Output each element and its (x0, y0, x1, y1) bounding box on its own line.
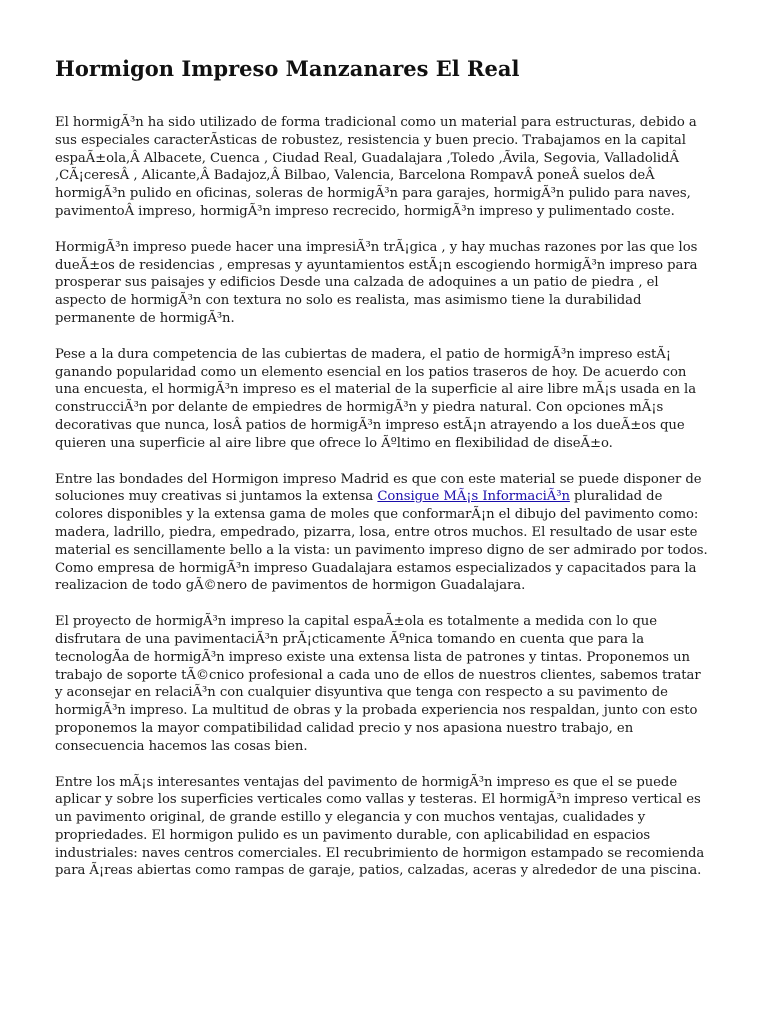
paragraph-3: Pese a la dura competencia de las cubiertas de madera, el patio de hormigÃ³n impreso estÃ¡ ganando popularidad como un elemento esencial en los patios traseros de hoy. De acuerdo con una encuesta, el hormigÃ³n impreso es el material de la superficie al aire libre mÃ¡s usada en la construcciÃ³n por delante de empiedres de hormigÃ³n y piedra natural. Con opciones mÃ¡s decorativas que nunca, losÂ patios de hormigÃ³n impreso estÃ¡n atrayendo a los dueÃ±os que quieren una superficie al aire libre que ofrece lo Ãºltimo en flexibilidad de diseÃ±o. (55, 346, 697, 451)
more-info-link[interactable]: Consigue MÃ¡s InformaciÃ³n (377, 489, 570, 505)
paragraph-6: Entre los mÃ¡s interesantes ventajas del pavimento de hormigÃ³n impreso es que el se puede aplicar y sobre los superficies verticales como vallas y testeras. El hormigÃ³n impreso vertical es un pavimento original, de grande estillo y elegancia y con muchos ventajas, cualidades y propriedades. El hormigon pulido es un pavimento durable, con aplicabilidad en espacios industriales: naves centros comerciales. El recubrimiento de hormigon estampado se recomienda para Ã¡reas abiertas como rampas de garaje, patios, calzadas, aceras y alrededor de una piscina. (55, 774, 705, 879)
paragraph-2: HormigÃ³n impreso puede hacer una impresiÃ³n trÃ¡gica , y hay muchas razones por las que los dueÃ±os de residencias , empresas y ayuntamientos estÃ¡n escogiendo hormigÃ³n impreso para prosperar sus paisajes y edificios Desde una calzada de adoquines a un patio de piedra , el aspecto de hormigÃ³n con textura no solo es realista, mas asimismo tiene la durabilidad permanente de hormigÃ³n. (55, 239, 698, 326)
paragraph-4-text-before: Entre las bondades del Hormigon impreso Madrid es que con este material se puede disponer de soluciones muy creativas si juntamos la extensa (55, 471, 702, 505)
document-title: Hormigon Impreso Manzanares El Real (55, 56, 520, 81)
paragraph-4 (55, 471, 712, 596)
paragraph-4-text-after: pluralidad de colores disponibles y la extensa gama de moles que conformarÃ¡n el dibujo del pavimento como: madera, ladrillo, piedra, empedrado, pizarra, losa, entre otros muchos. El resultado de usar este material es sencillamente bello a la vista: un pavimento impreso digno de ser admirado por todos. Como empresa de hormigÃ³n impreso Guadalajara estamos especializados y capacitados para la realizacion de todo gÃ©nero de pavimentos de hormigon Guadalajara. (55, 489, 708, 594)
paragraph-5: El proyecto de hormigÃ³n impreso la capital espaÃ±ola es totalmente a medida con lo que disfrutara de una pavimentaciÃ³n prÃ¡cticamente Ãºnica tomando en cuenta que para la tecnologÃa de hormigÃ³n impreso existe una extensa lista de patrones y tintas. Proponemos un trabajo de soporte tÃ©cnico profesional a cada uno de ellos de nuestros clientes, sabemos tratar y aconsejar en relaciÃ³n con cualquier disyuntiva que tenga con respecto a su pavimento de hormigÃ³n impreso. La multitud de obras y la probada experiencia nos respaldan, junto con esto proponemos la mayor compatibilidad calidad precio y nos apasiona nuestro trabajo, en consecuencia hacemos las cosas bien. (55, 614, 701, 754)
paragraph-1: El hormigÃ³n ha sido utilizado de forma tradicional como un material para estructuras, debido a sus especiales caracterÃsticas de robustez, resistencia y buen precio. Trabajamos en la capital espaÃ±ola,Â Albacete, Cuenca , Ciudad Real, Guadalajara ,Toledo ,Ãvila, Segovia, ValladolidÂ ,CÃ¡ceresÂ , Alicante,Â Badajoz,Â Bilbao, Valencia, Barcelona RompavÂ poneÂ suelos deÂ hormigÃ³n pulido en oficinas, soleras de hormigÃ³n para garajes, hormigÃ³n pulido para naves, pavimentoÂ impreso, hormigÃ³n impreso recrecido, hormigÃ³n impreso y pulimentado coste. (55, 115, 697, 219)
